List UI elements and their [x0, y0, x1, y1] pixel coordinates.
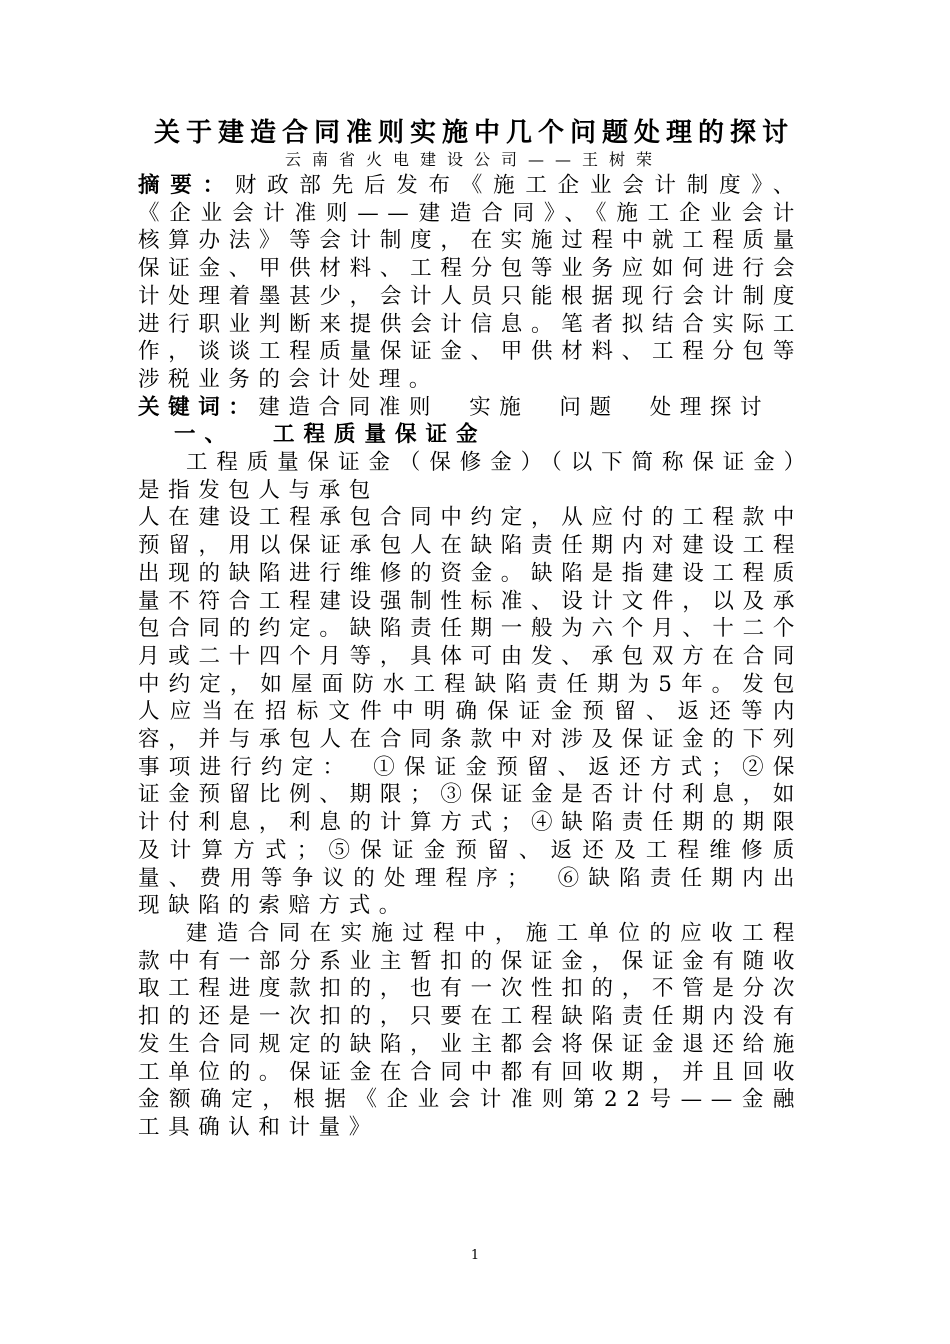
section-number: 一、	[174, 422, 236, 448]
document-title: 关于建造合同准则实施中几个问题处理的探讨	[153, 118, 794, 148]
paragraph-1-body: 人在建设工程承包合同中约定，从应付的工程款中预留，用以保证承包人在缺陷责任期内对建设工程出现的缺陷进行维修的资金。缺陷是指建设工程质量不符合工程建设强制性标准、设计文件，以及承包合同的约定。缺陷责任期一般为六个月、十二个月或二十四个月等，具体可由发、承包双方在合同中约定，如屋面防水工程缺陷责任期为5年。发包人应当在招标文件中明确保证金预留、返还等内容，并与承包人在合同条款中对涉及保证金的下列事项进行约定： ①保证金预留、返还方式；②保证金预留比例、期限；③保证金是否计付利息，如计付利息，利息的计算方式；④缺陷责任期的期限及计算方式；⑤保证金预留、返还及工程维修质量、费用等争议的处理程序； ⑥缺陷责任期内出现缺陷的索赔方式。	[138, 505, 803, 919]
paragraph-1-first-line: 工程质量保证金（保修金）（以下简称保证金）是指发包人与承包	[138, 450, 803, 503]
section-title: 工程质量保证金	[273, 422, 487, 448]
page-number: 1	[470, 1248, 480, 1263]
keywords-text: 建造合同准则 实施 问题 处理探讨	[258, 394, 771, 420]
document-author: 云南省火电建设公司——王树荣	[284, 150, 663, 169]
paragraph-2: 建造合同在实施过程中，施工单位的应收工程款中有一部分系业主暂扣的保证金，保证金有随收取工程进度款扣的，也有一次性扣的，不管是分次扣的还是一次扣的，只要在工程缺陷责任期内没有发生合同规定的缺陷，业主都会将保证金退还给施工单位的。保证金在合同中都有回收期，并且回收金额确定，根据《企业会计准则第22号——金融工具确认和计量》	[138, 920, 803, 1140]
abstract-label: 摘要：	[138, 173, 235, 198]
abstract-paragraph	[138, 172, 803, 394]
section-heading	[138, 421, 803, 449]
abstract-text: 财政部先后发布《施工企业会计制度》、《企业会计准则——建造合同》、《施工企业会计核算办法》等会计制度，在实施过程中就工程质量保证金、甲供材料、工程分包等业务应如何进行会计处理着墨甚少，会计人员只能根据现行会计制度进行职业判断来提供会计信息。笔者拟结合实际工作，谈谈工程质量保证金、甲供材料、工程分包等涉税业务的会计处理。	[138, 173, 803, 392]
keywords-label: 关键词：	[138, 394, 259, 420]
document-body	[138, 172, 803, 1142]
keywords-paragraph	[138, 394, 803, 422]
paragraph-line-hanging	[138, 449, 803, 504]
